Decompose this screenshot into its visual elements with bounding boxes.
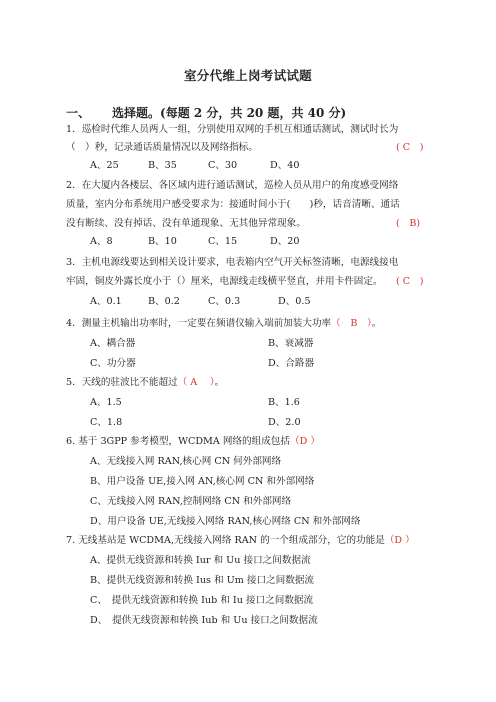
q4-option-d: D、合路器 xyxy=(268,358,315,369)
q2-option-a: A、8 xyxy=(90,236,113,247)
q4-options-row-1 xyxy=(90,338,313,350)
q1-option-b: B、35 xyxy=(148,160,177,171)
q2-options xyxy=(90,236,300,248)
q3-option-c: C、0.3 xyxy=(208,296,241,307)
q6-text: 6. 基于 3GPP 参考模型，WCDMA 网络的组成包括 xyxy=(66,436,290,447)
q1-line-1: 1．巡检时代维人员两人一组，分别使用双网的手机互相通话测试，测试时长为 xyxy=(66,124,399,135)
q7-option-c: C、 提供无线资源和转换 Iub 和 Iu 接口之间数据流 xyxy=(90,595,314,606)
q5-options-row-1 xyxy=(90,397,300,409)
q4-line-1 xyxy=(66,318,381,330)
q5-text: 5．天线的驻波比不能超过 xyxy=(66,377,178,388)
q1-option-d: D、40 xyxy=(270,160,300,171)
q3-line-1: 3．主机电源线要达到相关设计要求，电表箱内空气开关标签清晰，电源线接电 xyxy=(66,257,399,268)
q5-option-d: D、2.0 xyxy=(268,417,301,428)
q6-answer: （D ） xyxy=(290,436,320,447)
section-number: 一、 xyxy=(66,106,91,120)
q2-option-b: B、10 xyxy=(148,236,177,247)
q2-line-2: 质量，室内分布系统用户感受要求为：接通时间小于( )秒，话音清晰、通话 xyxy=(66,199,400,210)
q4-option-b: B、衰减器 xyxy=(268,338,314,349)
q6-option-a: A、无线接入网 RAN,核心网 CN 何外部网络 xyxy=(90,456,282,467)
q6-line-1 xyxy=(66,436,320,448)
q7-option-a: A、提供无线资源和转换 Iur 和 Uu 接口之间数据流 xyxy=(90,555,311,566)
q4-options-row-2 xyxy=(90,358,314,370)
section-label: 选择题。(每题 2 分，共 20 题，共 40 分) xyxy=(112,106,347,120)
q6-option-d: D、用户设备 UE,无线接入网络 RAN,核心网络 CN 和外部网络 xyxy=(90,516,361,527)
q4-option-c: C、功分器 xyxy=(90,358,136,369)
q2-answer: ( B) xyxy=(396,218,421,229)
q2-option-d: D、20 xyxy=(270,236,300,247)
q5-option-c: C、1.8 xyxy=(90,417,123,428)
q7-answer: （D ） xyxy=(384,535,415,546)
q2-line-3: 没有断续、没有掉话、没有单通现象、无其他异常现象。 xyxy=(66,218,306,229)
q5-line-1 xyxy=(66,377,224,389)
q3-option-d: D、0.5 xyxy=(278,296,311,307)
q4-option-a: A、耦合器 xyxy=(90,338,136,349)
q5-option-a: A、1.5 xyxy=(90,397,122,408)
page-title: 室分代维上岗考试试题 xyxy=(183,68,312,83)
q7-option-b: B、提供无线资源和转换 Ius 和 Um 接口之间数据流 xyxy=(90,575,315,586)
q7-line-1 xyxy=(66,535,415,547)
section-heading xyxy=(66,104,346,121)
q5-text-end: 。 xyxy=(214,377,225,388)
q4-text-end: 。 xyxy=(371,318,382,329)
q6-option-c: C、无线接入网 RAN,控制网络 CN 和外部网络 xyxy=(90,496,292,507)
q1-option-c: C、30 xyxy=(208,160,238,171)
q3-option-a: A、0.1 xyxy=(90,296,122,307)
q7-text: 7. 无线基站是 WCDMA,无线接入网络 RAN 的一个组成部分，它的功能是 xyxy=(66,535,385,546)
q1-option-a: A、25 xyxy=(90,160,119,171)
q1-answer: ( C ) xyxy=(396,142,424,153)
q5-options-row-2 xyxy=(90,417,301,429)
q4-answer: （ B ） xyxy=(331,318,372,329)
q6-option-b: B、用户设备 UE,接入网 AN,核心网 CN 和外部网络 xyxy=(90,476,315,487)
q5-answer: （ A ） xyxy=(177,377,215,388)
q3-line-2: 牢固，铜皮外露长度小于（）厘米，电源线走线横平竖直，并用卡件固定。 xyxy=(66,276,383,287)
q3-answer: ( C ) xyxy=(396,276,424,287)
q3-options xyxy=(90,296,311,308)
q1-line-2 xyxy=(66,142,258,154)
q2-line-1: 2．在大厦内各楼层、各区域内进行通话测试，巡检人员从用户的角度感受网络 xyxy=(66,180,399,191)
q4-text: 4．测量主机输出功率时，一定要在频谱仪输入端前加装大功率 xyxy=(66,318,332,329)
q7-option-d: D、 提供无线资源和转换 Iub 和 Uu 接口之间数据流 xyxy=(90,615,318,626)
q2-option-c: C、15 xyxy=(208,236,238,247)
q5-option-b: B、1.6 xyxy=(268,397,300,408)
q1-line-2-text: （ ）秒，记录通话质量情况以及网络指标。 xyxy=(66,142,258,153)
q1-options xyxy=(90,160,300,172)
q3-option-b: B、0.2 xyxy=(148,296,180,307)
